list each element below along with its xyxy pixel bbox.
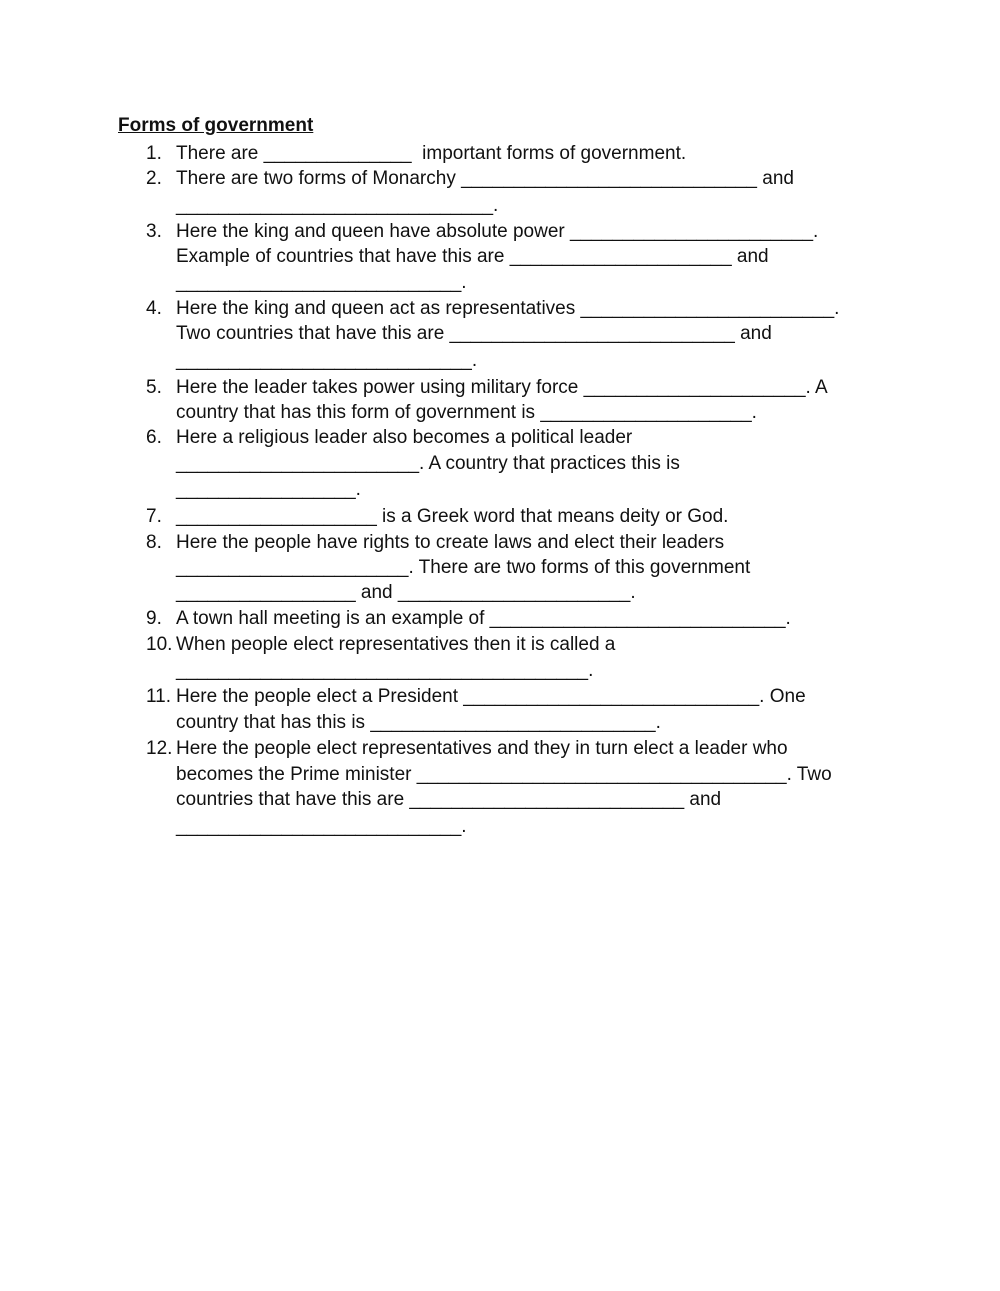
worksheet-title: Forms of government [118,115,314,136]
question-3-line-2: Example of countries that have this are _____________________ and [176,246,769,267]
question-3-number: 3. [146,221,162,242]
question-4-number: 4. [146,298,162,319]
question-6-number: 6. [146,427,162,448]
question-11-line-2: country that has this is ___________________________. [176,712,661,733]
question-5-line-1: Here the leader takes power using military force _____________________. A [176,377,828,398]
question-1-number: 1. [146,143,162,164]
question-12-line-3: countries that have this are __________________________ and [176,789,722,810]
question-6-line-3: _________________. [176,479,361,500]
question-8-line-1: Here the people have rights to create laws and elect their leaders [176,532,725,553]
question-9-line-1: A town hall meeting is an example of ____________________________. [176,608,791,629]
question-5-line-2: country that has this form of government is ____________________. [176,402,757,423]
question-11-number: 11. [146,686,172,707]
question-11-line-1: Here the people elect a President ____________________________. One [176,686,806,707]
question-9-number: 9. [146,608,162,629]
question-8-number: 8. [146,532,162,553]
question-8-line-3: _________________ and ______________________. [176,582,636,603]
question-6-line-1: Here a religious leader also becomes a political leader [176,427,633,448]
question-4-line-1: Here the king and queen act as representatives ________________________. [176,298,840,319]
question-5-number: 5. [146,377,162,398]
question-2-number: 2. [146,168,162,189]
question-10-line-1: When people elect representatives then it is called a [176,634,616,655]
question-3-line-3: ___________________________. [176,272,467,293]
question-12-line-4: ___________________________. [176,816,467,837]
question-3-line-1: Here the king and queen have absolute power _______________________. [176,221,819,242]
question-2-line-1: There are two forms of Monarchy ____________________________ and [176,168,794,189]
question-2-line-2: ______________________________. [176,195,499,216]
question-7-line-1: ___________________ is a Greek word that means deity or God. [176,506,729,527]
question-6-line-2: _______________________. A country that practices this is [176,453,680,474]
question-4-line-3: ____________________________. [176,350,478,371]
question-10-line-2: _______________________________________. [176,660,594,681]
question-8-line-2: ______________________. There are two forms of this government [176,557,751,578]
question-12-line-1: Here the people elect representatives and they in turn elect a leader who [176,738,788,759]
question-12-number: 12. [146,738,173,759]
question-4-line-2: Two countries that have this are ___________________________ and [176,323,772,344]
question-7-number: 7. [146,506,162,527]
question-12-line-2: becomes the Prime minister ___________________________________. Two [176,764,832,785]
question-1-line-1: There are ______________ important forms of government. [176,143,687,164]
question-10-number: 10. [146,634,173,655]
